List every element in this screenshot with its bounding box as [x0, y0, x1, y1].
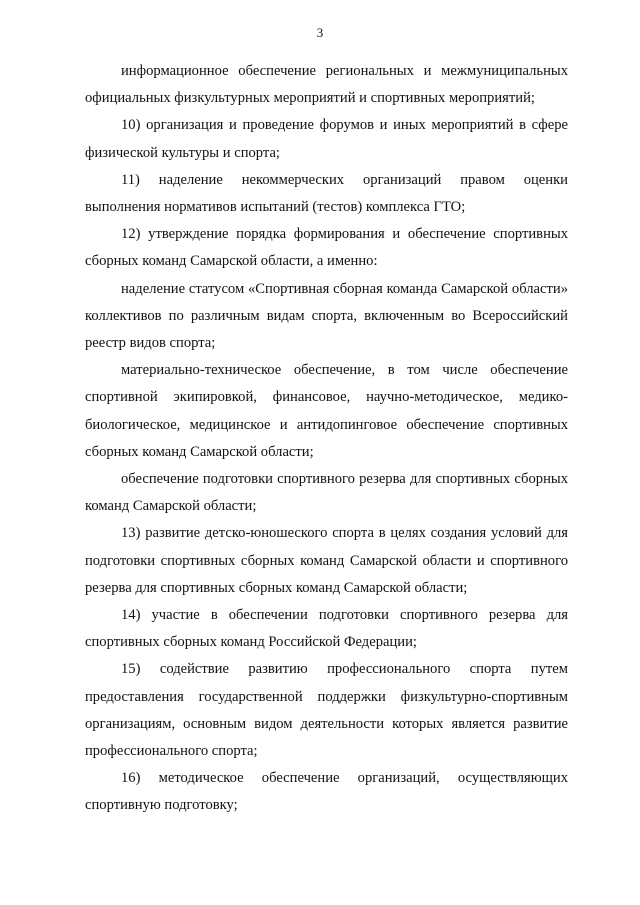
- paragraph-item-11: 11) наделение некоммерческих организаций правом оценки выполнения нормативов испытаний (тестов) комплекса ГТО;: [85, 171, 568, 216]
- paragraph-item-13: 13) развитие детско-юношеского спорта в целях создания условий для подготовки спортивных сборных команд Самарской области и спортивного резерва для спортивных сборных команд Самарской области;: [85, 525, 568, 596]
- paragraph-item-15: 15) содействие развитию профессионального спорта путем предоставления государственной поддержки физкультурно-спортивным организациям, основным видом деятельности которых является развитие профессионального спорта;: [85, 661, 568, 760]
- paragraph-item-16: 16) методическое обеспечение организаций, осуществляющих спортивную подготовку;: [85, 770, 568, 814]
- paragraph-info-support: информационное обеспечение региональных и межмуниципальных официальных физкультурных мероприятий и спортивных мероприятий;: [85, 63, 568, 107]
- paragraph-material-support: материально-техническое обеспечение, в том числе обеспечение спортивной экипировкой, финансовое, научно-методическое, медико-биологическое, медицинское и антидопинговое обеспечение спортивных сборных команд Самарской области;: [85, 362, 568, 460]
- paragraph-reserve-training: обеспечение подготовки спортивного резерва для спортивных сборных команд Самарской области;: [85, 471, 568, 515]
- paragraph-item-14: 14) участие в обеспечении подготовки спортивного резерва для спортивных сборных команд Российской Федерации;: [85, 607, 568, 651]
- document-body: [85, 58, 568, 820]
- paragraph-team-status: наделение статусом «Спортивная сборная команда Самарской области» коллективов по различным видам спорта, включенным во Всероссийский реестр видов спорта;: [85, 280, 568, 352]
- page-number: 3: [316, 25, 324, 40]
- paragraph-item-10: 10) организация и проведение форумов и иных мероприятий в сфере физической культуры и спорта;: [85, 117, 568, 161]
- paragraph-item-12: 12) утверждение порядка формирования и обеспечение спортивных сборных команд Самарской области, а именно:: [85, 226, 568, 270]
